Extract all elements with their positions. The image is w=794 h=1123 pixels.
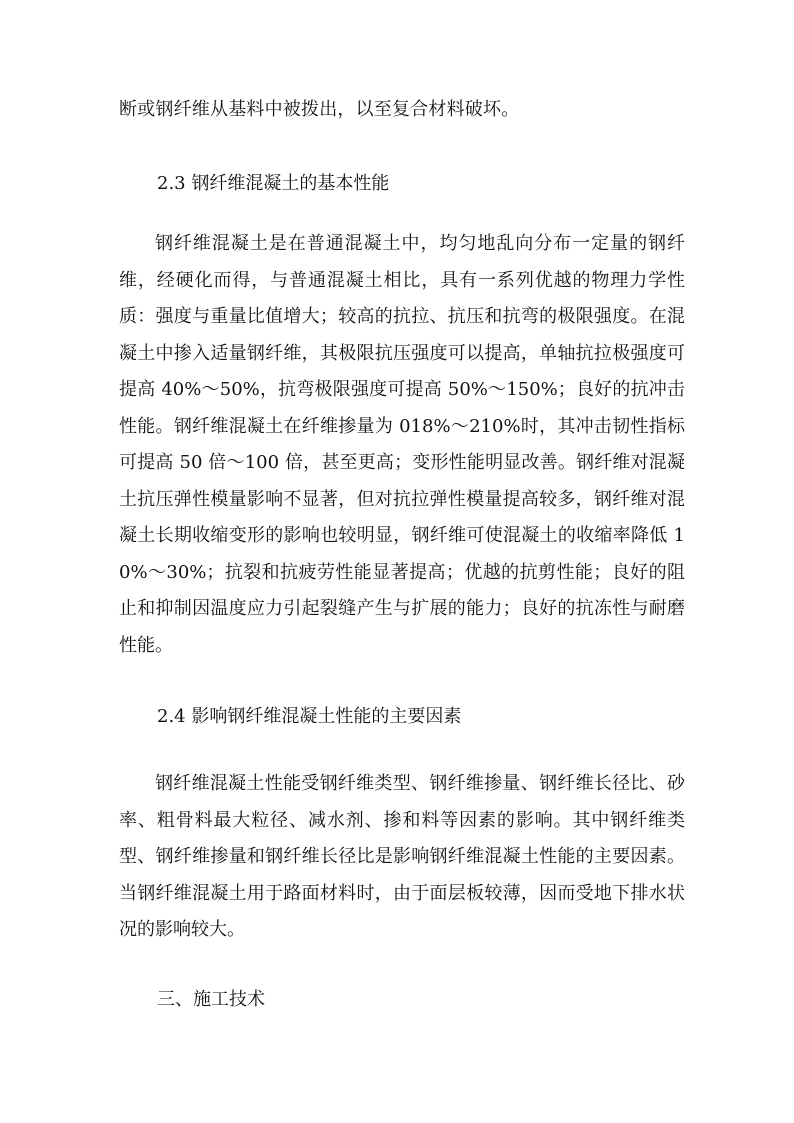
section-heading-2-3: 2.3 钢纤维混凝土的基本性能 [157, 173, 390, 194]
section-heading-3: 三、施工技术 [157, 989, 265, 1010]
section-2-4-body: 钢纤维混凝土性能受钢纤维类型、钢纤维掺量、钢纤维长径比、砂率、粗骨料最大粒径、减水剂、掺和料等因素的影响。其中钢纤维类型、钢纤维掺量和钢纤维长径比是影响钢纤维混凝土性能的主要因素。当钢纤维混凝土用于路面材料时，由于面层板较薄，因而受地下排水状况的影响较大。 [119, 773, 685, 940]
section-heading-2-4: 2.4 影响钢纤维混凝土性能的主要因素 [157, 706, 462, 727]
section-2-3-body: 钢纤维混凝土是在普通混凝土中，均匀地乱向分布一定量的钢纤维，经硬化而得，与普通混凝土相比，具有一系列优越的物理力学性质：强度与重量比值增大；较高的抗拉、抗压和抗弯的极限强度。在混凝土中掺入适量钢纤维，其极限抗压强度可以提高，单轴抗拉极强度可提高 40%～50%，抗弯极限强度可提高 50%～150%；良好的抗冲击性能。钢纤维混凝土在纤维掺量为 018%～210%时，其冲击韧性指标可提高 50 倍～100 倍，甚至更高；变形性能明显改善。钢纤维对混凝土抗压弹性模量影响不显著，但对抗拉弹性模量提高较多，钢纤维对混凝土长期收缩变形的影响也较明显，钢纤维可使混凝土的收缩率降低 10%～30%；抗裂和抗疲劳性能显著提高；优越的抗剪性能；良好的阻止和抑制因温度应力引起裂缝产生与扩展的能力；良好的抗冻性与耐磨性能。 [119, 233, 685, 656]
continuation-paragraph: 断或钢纤维从基料中被拨出，以至复合材料破坏。 [119, 99, 520, 120]
